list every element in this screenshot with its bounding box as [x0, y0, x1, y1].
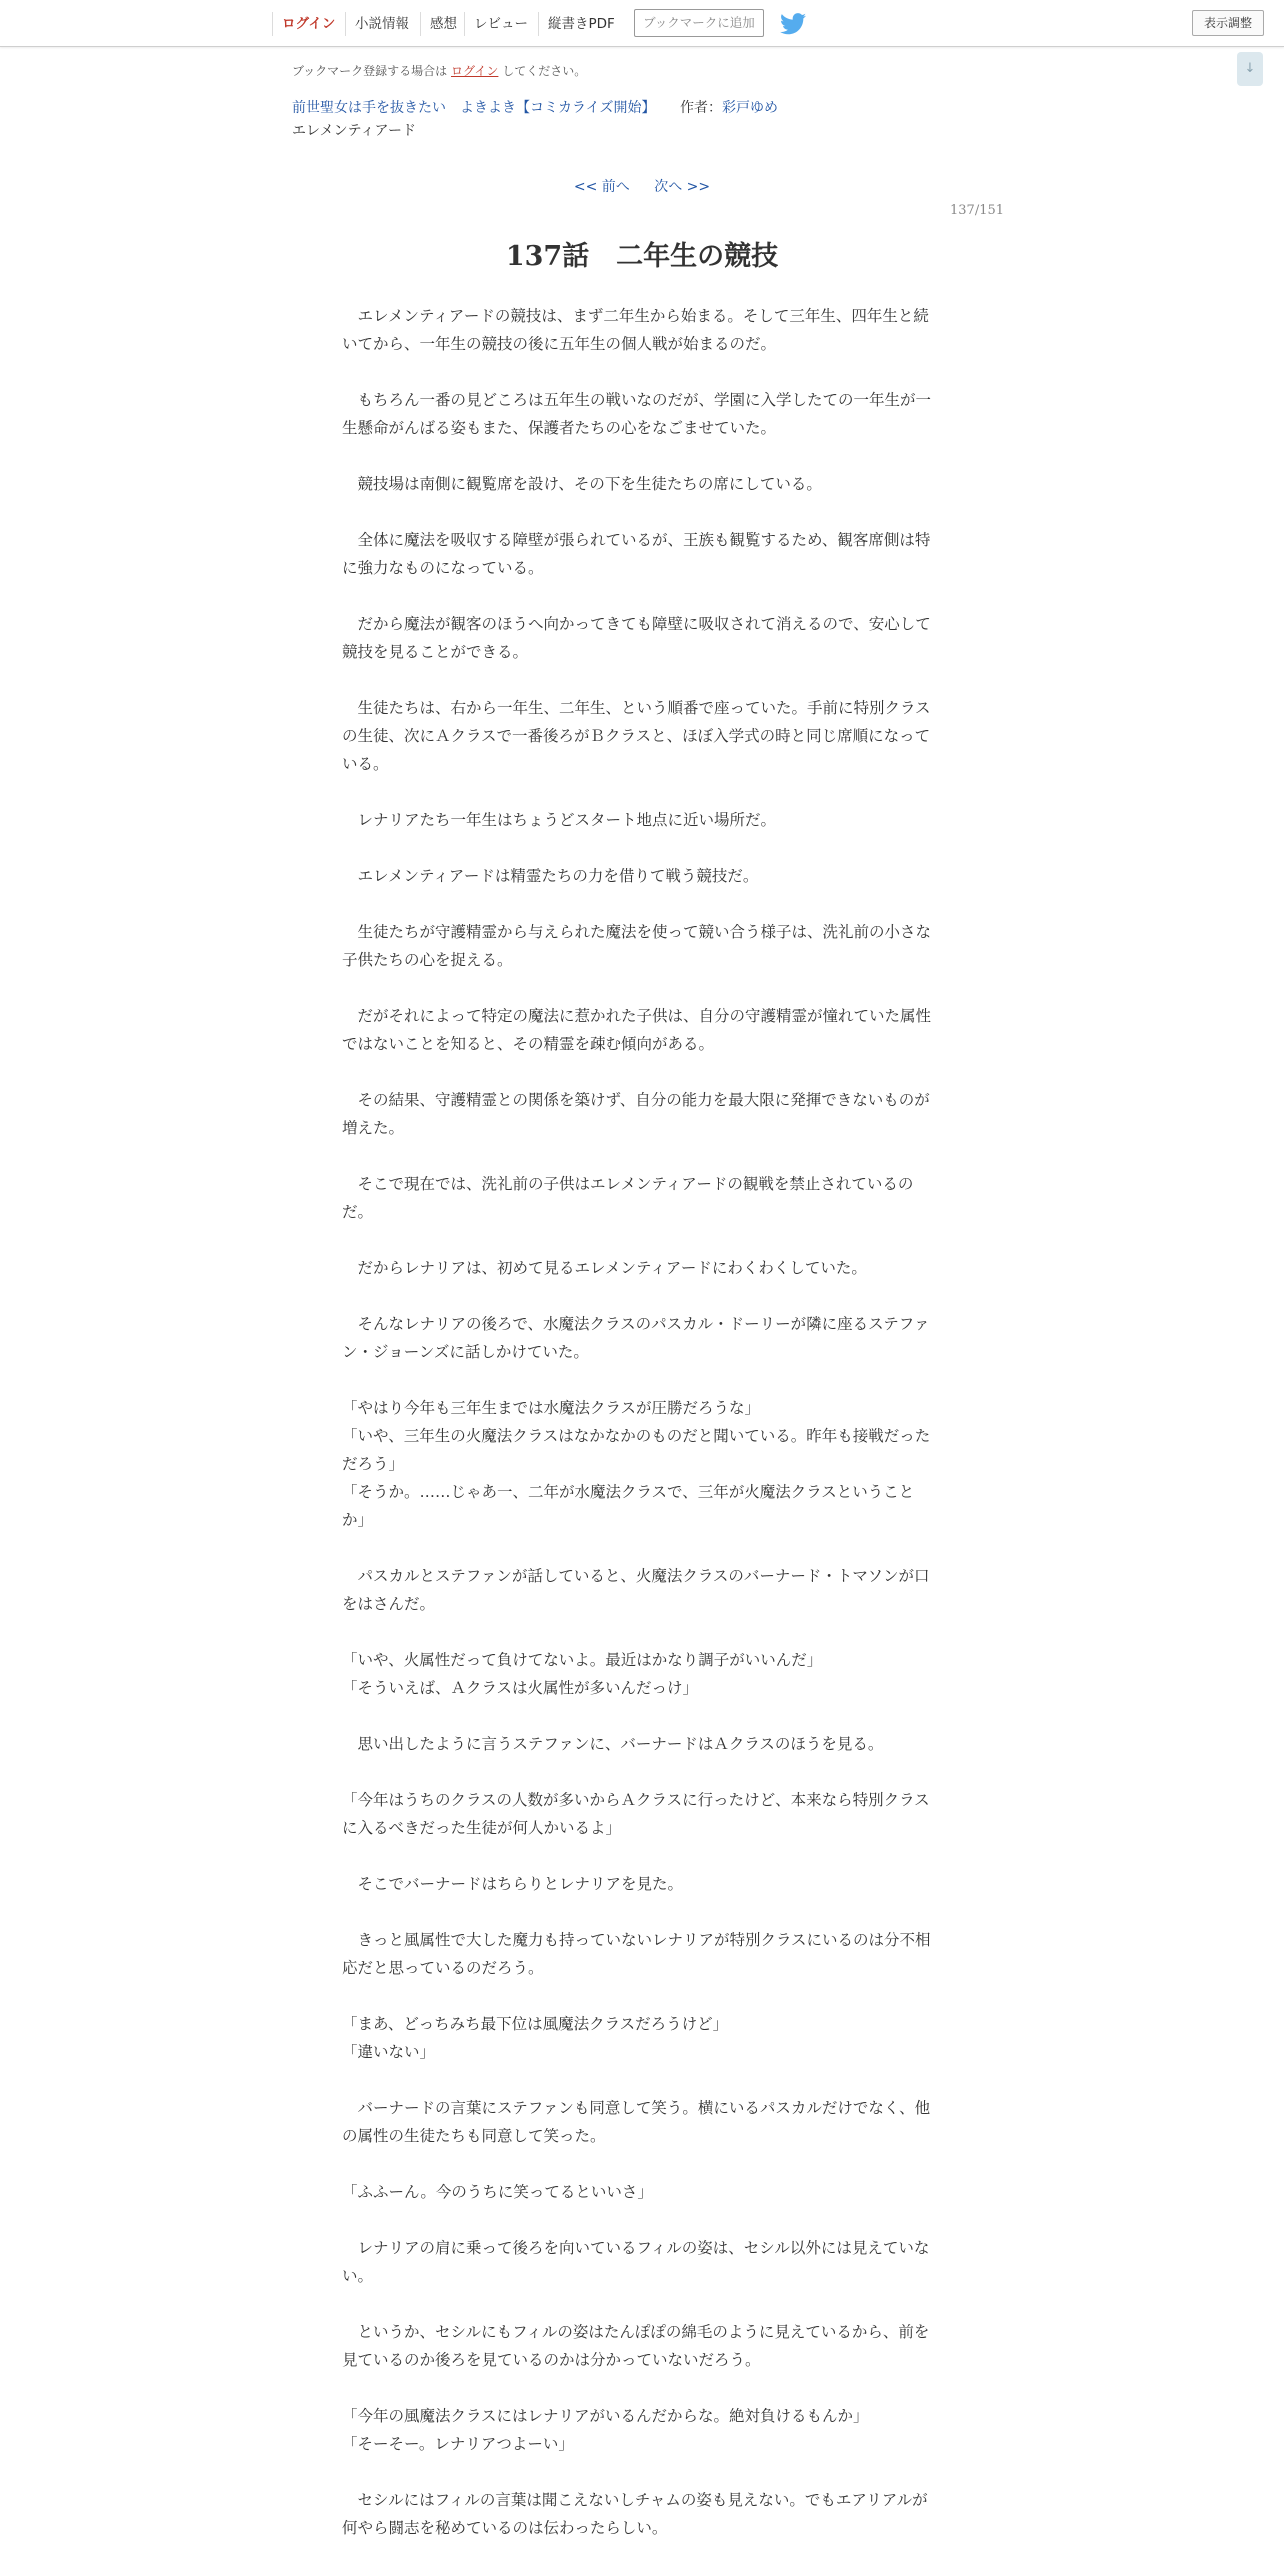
- body-line: セシルにはフィルの言葉は聞こえないしチャムの姿も見えない。でもエアリアルが何やら闘志を秘めているのは伝わったらしい。: [342, 2491, 928, 2537]
- body-blank-line: [342, 1982, 934, 2010]
- page-count: 137/151: [950, 203, 1005, 218]
- body-line: 「違いない」: [342, 2043, 436, 2061]
- body-blank-line: [342, 2458, 934, 2486]
- body-line: きっと風属性で大した魔力も持っていないレナリアが特別クラスにいるのは分不相応だと思っているのだろう。: [342, 1931, 931, 1977]
- body-line: 「いや、三年生の火魔法クラスはなかなかのものだと聞いている。昨年も接戦だっただろう」: [342, 1427, 931, 1473]
- novel-body-text: [342, 302, 934, 2542]
- vertical-pdf-link[interactable]: 縦書きPDF: [538, 12, 624, 36]
- body-line: バーナードの言葉にステファンも同意して笑う。横にいるパスカルだけでなく、他の属性の生徒たちも同意して笑った。: [342, 2099, 931, 2145]
- body-blank-line: [342, 1142, 934, 1170]
- impression-link[interactable]: 感想: [420, 12, 466, 36]
- body-blank-line: [342, 2150, 934, 2178]
- body-blank-line: [342, 1366, 934, 1394]
- body-line: 「そういえば、Ａクラスは火属性が多いんだっけ」: [342, 1679, 699, 1697]
- body-blank-line: [342, 1842, 934, 1870]
- body-line: エレメンティアードの競技は、まず二年生から始まる。そして三年生、四年生と続いてから、一年生の競技の後に五年生の個人戦が始まるのだ。: [342, 307, 929, 353]
- body-blank-line: [342, 1702, 934, 1730]
- body-line: 「ふふーん。今のうちに笑ってるといいさ」: [342, 2183, 653, 2201]
- login-link[interactable]: ログイン: [272, 12, 344, 36]
- author-info: [680, 97, 778, 117]
- body-blank-line: [342, 1226, 934, 1254]
- body-blank-line: [342, 1618, 934, 1646]
- body-line: 思い出したように言うステファンに、バーナードはＡクラスのほうを見る。: [342, 1735, 884, 1753]
- review-link[interactable]: レビュー: [464, 12, 537, 36]
- body-blank-line: [342, 834, 934, 862]
- body-blank-line: [342, 666, 934, 694]
- add-bookmark-button[interactable]: ブックマークに追加: [634, 9, 764, 37]
- body-line: もちろん一番の見どころは五年生の戦いなのだが、学園に入学したての一年生が一生懸命がんばる姿もまた、保護者たちの心をなごませていた。: [342, 391, 932, 437]
- body-line: 「今年の風魔法クラスにはレナリアがいるんだからな。絶対負けるもんか」: [342, 2407, 869, 2425]
- body-blank-line: [342, 1058, 934, 1086]
- body-blank-line: [342, 442, 934, 470]
- body-line: 生徒たちが守護精霊から与えられた魔法を使って競い合う様子は、洗礼前の小さな子供たちの心を捉える。: [342, 923, 932, 969]
- body-line: そんなレナリアの後ろで、水魔法クラスのパスカル・ドーリーが隣に座るステファン・ジョーンズに話しかけていた。: [342, 1315, 930, 1361]
- twitter-icon[interactable]: [780, 13, 806, 35]
- body-blank-line: [342, 582, 934, 610]
- chapter-title: 137話 二年生の競技: [505, 241, 779, 272]
- body-line: そこでバーナードはちらりとレナリアを見た。: [342, 1875, 684, 1893]
- body-blank-line: [342, 890, 934, 918]
- body-blank-line: [342, 1898, 934, 1926]
- body-line: 生徒たちは、右から一年生、二年生、という順番で座っていた。手前に特別クラスの生徒、次にＡクラスで一番後ろがＢクラスと、ほぼ入学式の時と同じ席順になっている。: [342, 699, 931, 773]
- body-blank-line: [342, 2290, 934, 2318]
- body-blank-line: [342, 1282, 934, 1310]
- next-page-link[interactable]: 次へ >>: [654, 179, 711, 195]
- body-line: だからレナリアは、初めて見るエレメンティアードにわくわくしていた。: [342, 1259, 867, 1277]
- body-blank-line: [342, 498, 934, 526]
- body-line: 「そうか。……じゃあ一、二年が水魔法クラスで、三年が火魔法クラスということか」: [342, 1483, 915, 1529]
- novel-info-link[interactable]: 小説情報: [345, 12, 418, 36]
- novel-title-link[interactable]: 前世聖女は手を抜きたい よきよき【コミカライズ開始】: [292, 100, 656, 116]
- scroll-down-button[interactable]: ↓: [1237, 52, 1263, 86]
- body-blank-line: [342, 2066, 934, 2094]
- body-line: その結果、守護精霊との関係を築けず、自分の能力を最大限に発揮できないものが増えた。: [342, 1091, 930, 1137]
- body-blank-line: [342, 974, 934, 1002]
- chapter-group-title: エレメンティアード: [292, 123, 417, 139]
- body-line: レナリアの肩に乗って後ろを向いているフィルの姿は、セシル以外には見えていない。: [342, 2239, 930, 2285]
- body-line: というか、セシルにもフィルの姿はたんぽぽの綿毛のように見えているから、前を見ているのか後ろを見ているのかは分かっていないだろう。: [342, 2323, 930, 2369]
- body-blank-line: [342, 778, 934, 806]
- body-line: そこで現在では、洗礼前の子供はエレメンティアードの観戦を禁止されているのだ。: [342, 1175, 914, 1221]
- body-blank-line: [342, 2374, 934, 2402]
- display-settings-button[interactable]: 表示調整: [1192, 10, 1264, 36]
- body-line: 競技場は南側に観覧席を設け、その下を生徒たちの席にしている。: [342, 475, 822, 493]
- body-line: エレメンティアードは精霊たちの力を借りて戦う競技だ。: [342, 867, 759, 885]
- body-line: 「今年はうちのクラスの人数が多いからＡクラスに行ったけど、本来なら特別クラスに入るべきだった生徒が何人かいるよ」: [342, 1791, 930, 1837]
- body-line: 「そーそー。レナリアつよーい」: [342, 2435, 574, 2453]
- body-line: 全体に魔法を吸収する障壁が張られているが、王族も観覧するため、観客席側は特に強力なものになっている。: [342, 531, 931, 577]
- bookmark-notice: [292, 62, 586, 79]
- pager: [0, 176, 1284, 196]
- bookmark-notice-suffix: してください。: [502, 64, 587, 78]
- author-link[interactable]: 彩戸ゆめ: [722, 100, 778, 116]
- body-line: 「やはり今年も三年生までは水魔法クラスが圧勝だろうな」: [342, 1399, 761, 1417]
- body-line: 「まあ、どっちみち最下位は風魔法クラスだろうけど」: [342, 2015, 729, 2033]
- body-line: だがそれによって特定の魔法に惹かれた子供は、自分の守護精霊が憧れていた属性ではないことを知ると、その精霊を疎む傾向がある。: [342, 1007, 932, 1053]
- body-line: レナリアたち一年生はちょうどスタート地点に近い場所だ。: [342, 811, 777, 829]
- body-blank-line: [342, 1758, 934, 1786]
- bookmark-notice-prefix: ブックマーク登録する場合は: [292, 64, 448, 78]
- bookmark-login-link[interactable]: ログイン: [451, 64, 499, 78]
- body-blank-line: [342, 358, 934, 386]
- author-label: 作者：: [680, 100, 722, 116]
- body-line: パスカルとステファンが話していると、火魔法クラスのバーナード・トマソンが口をはさんだ。: [342, 1567, 930, 1613]
- prev-page-link[interactable]: << 前へ: [573, 179, 630, 195]
- body-line: 「いや、火属性だって負けてないよ。最近はかなり調子がいいんだ」: [342, 1651, 823, 1669]
- body-line: だから魔法が観客のほうへ向かってきても障壁に吸収されて消えるので、安心して競技を見ることができる。: [342, 615, 931, 661]
- body-blank-line: [342, 2206, 934, 2234]
- body-blank-line: [342, 1534, 934, 1562]
- top-navigation-bar: [0, 0, 1284, 47]
